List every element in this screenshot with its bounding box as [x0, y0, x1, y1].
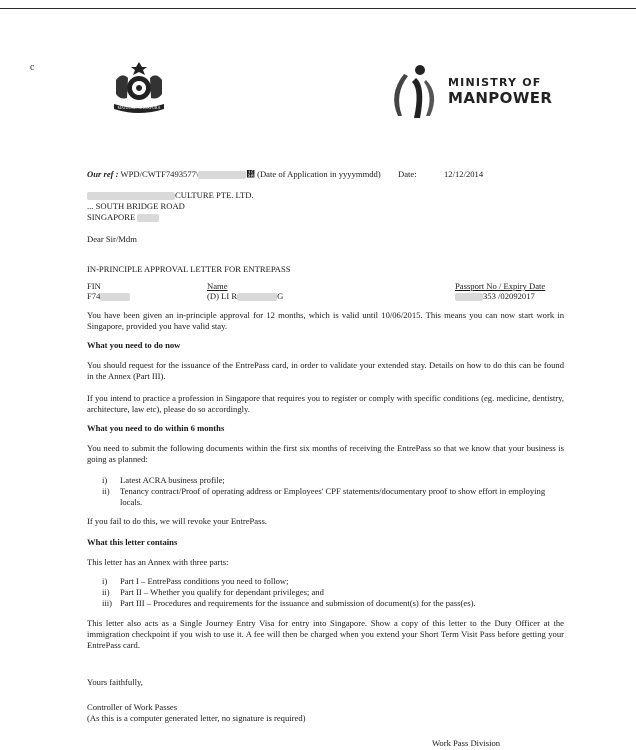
list-item-text: Part I – EntrePass conditions you need to follow;	[120, 576, 289, 586]
list-item	[102, 486, 560, 508]
redaction	[137, 214, 159, 222]
ref-label: Our ref :	[87, 169, 119, 179]
list-item-text: Tenancy contract/Proof of operating address or Employees' CPF statements/documentary proof to show effort in employing locals.	[120, 486, 546, 507]
name-label: Name	[207, 281, 228, 291]
fin-number: F74	[87, 291, 101, 301]
paragraph-approval: You have been given an in-principle approval for 12 months, which is valid until 10/06/2015. This means you can now start work in Singapore, provided you have valid stay.	[87, 310, 564, 331]
paragraph-annex: This letter has an Annex with three parts:	[87, 557, 229, 567]
applicant-name-suffix: G	[277, 291, 284, 301]
list-item-text: Part II – Whether you qualify for dependant privileges; and	[120, 587, 324, 597]
scan-mark: c	[30, 62, 35, 73]
signatory-note: (As this is a computer generated letter, no signature is required)	[87, 713, 306, 723]
singapore-crest-logo	[104, 58, 174, 118]
address-company: CULTURE PTE. LTD.	[175, 190, 254, 200]
redaction	[87, 192, 175, 200]
list-item-text: Part III – Procedures and requirements for the issuance and submission of document(s) for the pass(es).	[120, 598, 476, 608]
paragraph-profession: If you intend to practice a profession in Singapore that requires you to register or comply with specific conditions (eg. medicine, dentistry, architecture, law etc), please do so accordingly.	[87, 393, 564, 414]
redaction	[237, 293, 277, 301]
closing: Yours faithfully,	[87, 677, 143, 687]
address-street: SOUTH BRIDGE ROAD	[95, 201, 185, 211]
redaction	[100, 293, 130, 301]
list-item	[102, 576, 560, 587]
list-item-text: Latest ACRA business profile;	[120, 475, 225, 485]
date-value: 12/12/2014	[444, 169, 484, 179]
name-value	[207, 291, 283, 302]
footer-division: Work Pass Division	[432, 738, 501, 748]
list-item	[102, 587, 560, 598]
passport-value	[455, 291, 535, 302]
redaction	[455, 293, 483, 301]
paragraph-revoke: If you fail to do this, we will revoke your EntrePass.	[87, 516, 267, 526]
list-item-number: i)	[102, 576, 108, 586]
ref-value-prefix: WPD/CWTF7493577\	[120, 169, 199, 179]
heading-letter-contains: What this letter contains	[87, 537, 178, 547]
scan-top-edge	[0, 8, 636, 9]
paragraph-entrepass-card: You should request for the issuance of the EntrePass card, in order to validate your extended stay. Details on how to do this can be found in the Annex (Part III).	[87, 360, 564, 381]
ministry-line1: MINISTRY OF	[448, 76, 542, 89]
annex-parts-list	[102, 576, 560, 609]
list-item-number: iii)	[102, 598, 113, 608]
crest-motto: MAJULAH SINGAPURA	[117, 105, 161, 110]
fin-label: FIN	[87, 281, 101, 291]
ministry-name	[448, 76, 552, 107]
list-item	[102, 598, 560, 609]
ref-value-suffix: ᰺ (Date of Application in yyyymmdd)	[246, 169, 381, 179]
ministry-line2: MANPOWER	[448, 89, 553, 107]
letter-title: IN-PRINCIPLE APPROVAL LETTER FOR ENTREPASS	[87, 264, 291, 274]
address-line2	[87, 201, 185, 212]
documents-list	[102, 475, 560, 508]
list-item-number: i)	[102, 475, 108, 485]
passport-label: Passport No / Expiry Date	[455, 281, 546, 291]
paragraph-submit-documents: You need to submit the following documents within the first six months of receiving the EntrePass so that we know that your business is going as planned:	[87, 443, 564, 464]
mom-logo-icon	[386, 62, 450, 120]
list-item	[102, 475, 560, 486]
date-label: Date:	[398, 169, 417, 179]
redaction	[198, 171, 246, 179]
address-line2-prefix: ...	[87, 201, 94, 211]
list-item-number: ii)	[102, 587, 110, 597]
list-item-number: ii)	[102, 486, 110, 496]
paragraph-entry-visa: This letter also acts as a Single Journey Entry Visa for entry into Singapore. Show a copy of this letter to the Duty Officer at the immigration checkpoint if you wish to use it. A fee will then be charged when you extend your Short Term Visit Pass before getting your EntrePass card.	[87, 618, 564, 650]
salutation: Dear Sir/Mdm	[87, 234, 137, 244]
address-line1	[87, 190, 254, 201]
heading-within-6-months: What you need to do within 6 months	[87, 423, 225, 433]
fin-value	[87, 291, 130, 302]
signatory: Controller of Work Passes	[87, 702, 178, 712]
address-line3	[87, 212, 159, 223]
heading-do-now: What you need to do now	[87, 340, 181, 350]
applicant-name: (D) LI R	[207, 291, 238, 301]
address-city: SINGAPORE	[87, 212, 136, 222]
passport-number: 353 /02092017	[483, 291, 535, 301]
reference-line	[87, 169, 381, 180]
